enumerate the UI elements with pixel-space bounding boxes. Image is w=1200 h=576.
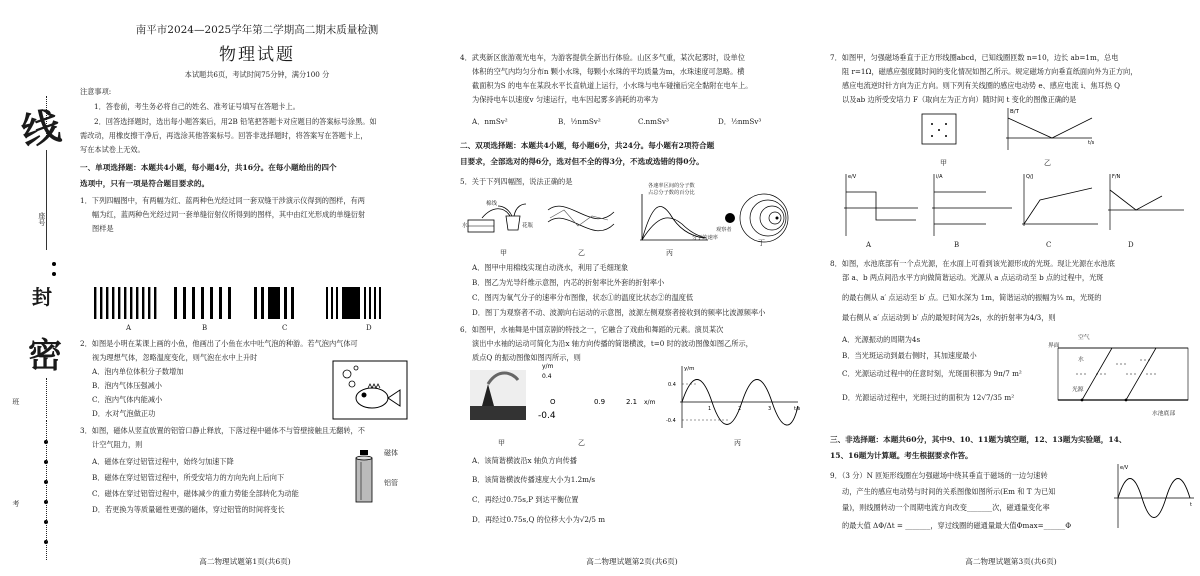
q5-label-ding: 丁 xyxy=(758,239,765,247)
q7-label-a: A xyxy=(866,241,872,249)
q8-pool-figure xyxy=(1056,334,1190,416)
exam-label: 考 xyxy=(11,500,20,507)
q7-text-4: 以及ab 边所受安培力 F（取向左为正方向）随时间 t 变化的图像正确的是 xyxy=(842,95,1077,104)
seal-char-mid: 封 xyxy=(32,285,52,309)
q2-option-b: B．泡内气体压强减小 xyxy=(92,381,162,390)
svg-text:0.4: 0.4 xyxy=(542,373,552,380)
q3-text: 3．如图，磁体从竖直放置的铝管口静止释放，下落过程中磁体不与管壁接触且无翻转，不 xyxy=(80,426,365,435)
q5-option-d: D．图丁为观察者不动、波源向右运动的示意图，波源左侧观察者接收到的频率比波源频率小 xyxy=(472,308,766,317)
svg-text:0.4: 0.4 xyxy=(668,382,676,388)
q6-label-bing: 丙 xyxy=(734,439,741,447)
q1-text-2: 幅为红，蓝两种色光经过同一套单缝衍射仪所得到的图样，其中由红光形成的单缝衍射 xyxy=(92,210,366,219)
q5-label-yi: 乙 xyxy=(578,249,585,257)
q5-fig-text-2: 水 xyxy=(462,223,468,229)
seal-char-3: 线 xyxy=(17,102,65,155)
q5-figures xyxy=(464,190,804,246)
q1-text-3: 图样是 xyxy=(92,224,114,233)
q2-fish-figure xyxy=(332,360,408,420)
section-3-heading: 三、非选择题：本题共60分，其中9、10、11题为填空题，12、13题为实验题，14、 xyxy=(830,435,1127,444)
q7-label-c: C xyxy=(1046,241,1052,249)
svg-text:e/V: e/V xyxy=(1120,465,1129,471)
page-3 xyxy=(822,0,1200,576)
q5-fig-text-3: 花瓶 xyxy=(522,223,534,229)
seal-gutter xyxy=(0,0,84,576)
q9-text-2: 动，产生的感应电动势与时间的关系图像如图所示(Em 和 T 为已知 xyxy=(842,487,1056,496)
q6-option-c: C．再经过0.75s,P 到达平衡位置 xyxy=(472,495,579,504)
q1-label-b: B xyxy=(202,324,208,332)
q4-text-4: 为保持电车以速度v 匀速运行，电车因起雾多消耗的功率为 xyxy=(472,95,659,104)
q4-text-2: 体积的空气内均匀分布n 颗小水珠，每颗小水珠的平均质量为m，水珠速度可忽略。横 xyxy=(472,67,745,76)
magnet-label: 磁体 xyxy=(384,449,398,457)
q8-fig-water: 水 xyxy=(1078,357,1084,363)
q7-figures-top xyxy=(912,104,1112,156)
section-1-heading-2: 选项中，只有一项是符合题目要求的。 xyxy=(80,179,210,188)
svg-text:2.1: 2.1 xyxy=(626,398,638,406)
notice-1: 1．答卷前，考生务必将自己的姓名、准考证号填写在答题卡上。 xyxy=(94,102,300,111)
q7-label-d: D xyxy=(1128,241,1134,249)
q3-option-d: D．若更换为等质量磁性更强的磁体，穿过铝管的时间将变长 xyxy=(92,505,285,514)
svg-text:Q/J: Q/J xyxy=(1026,174,1034,180)
q2-text-2: 视为理想气体，忽略温度变化，则气泡在水中上升时 xyxy=(92,353,258,362)
q6-option-a: A．该简谐横波沿x 轴负方向传播 xyxy=(472,456,577,465)
fringe-b xyxy=(174,287,231,319)
page-3-footer: 高二物理试题第3页(共6页) xyxy=(965,557,1057,566)
q1-label-a: A xyxy=(126,324,132,332)
q5-fig-text-4: 各速率区间的分子数 xyxy=(648,183,695,189)
q5-text: 5．关于下列四幅图，说法正确的是 xyxy=(460,177,573,186)
q1-text: 1．下列四幅图中，有两幅为红、蓝两种色光经过同一套双缝干涉演示仪得到的图样，有两 xyxy=(80,196,365,205)
q4-text-3: 截面积为S 的电车在某段水平长直轨道上运行，小水珠与电车碰撞后完全黏附在电车上。 xyxy=(472,81,753,90)
q1-label-c: C xyxy=(282,324,288,332)
q8-option-d: D．光源运动过程中，光斑扫过的面积为 12√7/35 m² xyxy=(842,393,1015,402)
q3-option-a: A．磁体在穿过铝管过程中，始终匀加速下降 xyxy=(92,457,234,466)
svg-text:y/m: y/m xyxy=(542,363,554,370)
q4-option-b: B．½nmSv² xyxy=(558,117,601,126)
fringe-a xyxy=(94,287,156,319)
q2-option-a: A．泡内单位体积分子数增加 xyxy=(92,367,184,376)
q8-fig-interface: 界面 xyxy=(1048,343,1060,349)
fringe-c xyxy=(254,287,294,319)
q5-label-bing: 丙 xyxy=(666,249,673,257)
svg-text:3: 3 xyxy=(768,406,772,412)
page-2 xyxy=(452,0,812,576)
seal-char-1: 密 xyxy=(28,336,62,376)
q8-fig-air: 空气 xyxy=(1078,335,1090,341)
svg-text:-0.4: -0.4 xyxy=(538,411,556,421)
section-3-heading-2: 15、16题为计算题。考生根据要求作答。 xyxy=(830,451,973,460)
q3-tube-figure xyxy=(352,448,382,504)
notice-title: 注意事项: xyxy=(80,87,112,96)
exam-title: 南平市2024—2025学年第二学期高二期末质量检测 xyxy=(135,24,379,36)
q8-option-b: B．当光斑运动到最右侧时，其加速度最小 xyxy=(842,351,977,360)
class-label: 班 xyxy=(11,398,20,405)
page-1-footer: 高二物理试题第1页(共6页) xyxy=(199,557,291,566)
exam-subject: 物理试题 xyxy=(219,45,295,65)
q6-option-d: D．再经过0.75s,Q 的位移大小为√2/5 m xyxy=(472,515,606,524)
q9-emf-graph xyxy=(1108,462,1196,530)
q8-text: 8．如图，水池底部有一个点光源，在水面上可看到该光源形成的光斑。现让光源在水池底 xyxy=(830,259,1115,268)
q8-fig-bottom: 水池底部 xyxy=(1152,411,1176,417)
fringe-d xyxy=(326,287,381,319)
svg-text:B/T: B/T xyxy=(1010,109,1019,115)
svg-text:e/V: e/V xyxy=(848,174,857,180)
q6-text-3: 质点Q 的振动图像如图丙所示，则 xyxy=(472,353,581,362)
exam-info: 本试题共6页，考试时间75分钟，满分100 分 xyxy=(184,70,330,79)
q8-fig-source: 光源 xyxy=(1072,387,1084,393)
tube-label: 铝管 xyxy=(384,479,398,487)
svg-text:2: 2 xyxy=(738,406,742,412)
q8-option-c: C．光源运动过程中的任意时刻，光斑面积都为 9π/7 m² xyxy=(842,369,1022,378)
q6-option-b: B．该简谐横波传播速度大小为1.2m/s xyxy=(472,475,596,484)
q7-text-3: 感应电流逆时针方向为正方向。则下列有关线圈的感应电动势 e、感应电流 i、焦耳热 Q xyxy=(842,81,1121,90)
section-2-heading-2: 目要求，全部选对的得6分，选对但不全的得3分，不选或选错的得0分。 xyxy=(460,157,704,166)
q7-label-yi: 乙 xyxy=(1044,159,1051,167)
q5-fig-text-6: 分子的速率 xyxy=(692,235,718,241)
q8-option-a: A．光源振动的周期为4s xyxy=(842,335,921,344)
q2-text: 2．如图是小明在某课上画的小鱼，他画出了小鱼在水中吐气泡的种游。若气泡内气体可 xyxy=(80,339,358,348)
q4-option-d: D．½nmSv³ xyxy=(718,117,762,126)
q5-option-c: C．图丙为氧气分子的速率分布图像，状态①的温度比状态②的温度低 xyxy=(472,293,694,302)
page-2-footer: 高二物理试题第2页(共6页) xyxy=(586,557,678,566)
q9-text-4: 的最大值 ΔΦ/Δt = _______，穿过线圈的磁通量最大值Φmax=______Φ xyxy=(842,521,1072,530)
q6-label-yi: 乙 xyxy=(578,439,585,447)
q7-text: 7．如图甲，匀强磁场垂直于正方形线圈abcd，已知线圈匝数 n=10，边长 ab=1m，总电 xyxy=(830,53,1119,62)
ticket-label: 座号 xyxy=(37,212,46,226)
svg-text:t/s: t/s xyxy=(1088,140,1095,146)
q6-label-jia: 甲 xyxy=(498,439,505,447)
q5-fig-text-5: 占总分子数的百分比 xyxy=(648,190,695,196)
section-2-heading: 二、双项选择题：本题共4小题，每小题6分，共24分。每小题有2项符合题 xyxy=(460,141,715,150)
q8-text-2: 部 a、b 两点间沿水平方向做简谐运动。光源从 a 点运动动至 b 点的过程中，光斑 xyxy=(842,273,1104,282)
q5-option-b: B．图乙为光导纤维示意图，内芯的折射率比外套的折射率小 xyxy=(472,278,665,287)
q2-option-c: C．泡内气体内能减小 xyxy=(92,395,163,404)
svg-text:i/A: i/A xyxy=(936,174,943,180)
q7-label-jia: 甲 xyxy=(940,159,947,167)
notice-2b: 需改动，用橡皮擦干净后，再选涂其他答案标号。回答非选择题时，将答案写在答题卡上， xyxy=(80,131,368,140)
svg-text:O: O xyxy=(550,398,556,406)
svg-text:t: t xyxy=(1190,502,1192,508)
q5-fig-text-7: 观察者 xyxy=(716,227,732,233)
q4-option-a: A．nmSv² xyxy=(472,117,508,126)
svg-text:t/s: t/s xyxy=(794,406,801,412)
q7-option-graphs xyxy=(836,170,1186,240)
q4-text: 4．武夷新区旅游观光电车，为游客提供全新出行体验。山区多气重，某次起雾时，设单位 xyxy=(460,53,745,62)
q4-option-c: C.nmSv³ xyxy=(638,117,669,126)
q9-text-3: 量)，则线圈转动一个周期电流方向改变_______次，磁通量变化率 xyxy=(842,503,1050,512)
section-1-heading: 一、单项选择题：本题共4小题，每小题4分，共16分。在每小题给出的四个 xyxy=(80,163,337,172)
svg-text:x/m: x/m xyxy=(644,399,656,406)
svg-text:F/N: F/N xyxy=(1112,174,1121,180)
notice-2c: 写在本试卷上无效。 xyxy=(80,145,145,154)
q5-option-a: A．图甲中用棉线实现自动浇水，利用了毛细现象 xyxy=(472,263,629,272)
q7-text-2: 阻 r=1Ω，磁感应强度随时间的变化情况如图乙所示。规定磁场方向垂直纸面向外为正方向， xyxy=(842,67,1138,76)
notice-2: 2．回答选择题时，选出每小题答案后，用2B 铅笔把答题卡对应题目的答案标号涂黑。如 xyxy=(94,117,377,126)
q6-figures xyxy=(468,362,808,436)
q5-fig-text-1: 棉线 xyxy=(486,201,498,207)
svg-text:0.9: 0.9 xyxy=(594,398,606,406)
q1-fringe-figures xyxy=(90,285,410,321)
svg-text:y/m: y/m xyxy=(684,366,695,372)
q9-text: 9．（3 分）N 匝矩形线圈在匀强磁场中绕其垂直于磁场的一边匀速转 xyxy=(830,471,1048,480)
q3-text-2: 计空气阻力，则 xyxy=(92,440,143,449)
q1-label-d: D xyxy=(366,324,372,332)
q6-text-2: 演出中水袖的运动可简化为沿x 轴方向传播的简谐横波，t=0 时的波动图像如图乙所示， xyxy=(472,339,753,348)
q3-option-c: C．磁体在穿过铝管过程中，磁体减少的重力势能全部转化为动能 xyxy=(92,489,299,498)
svg-text:1: 1 xyxy=(708,406,712,412)
q3-option-b: B．磁体在穿过铝管过程中，所受安培力的方向先向上后向下 xyxy=(92,473,285,482)
q7-label-b: B xyxy=(954,241,960,249)
q6-text: 6．如图甲，水袖舞是中国京剧的特技之一，它融合了戏曲和舞蹈的元素。演员某次 xyxy=(460,325,724,334)
q8-text-4: 最右侧从 a′ 点运动到 b′ 点的最短时间为2s，水的折射率为4/3，则 xyxy=(842,313,1056,322)
q8-text-3: 的最右侧从 a′ 点运动至 b′ 点。已知水深为 1m，简谐运动的振幅为⅕ m，光斑的 xyxy=(842,293,1102,302)
q2-option-d: D．水对气泡做正功 xyxy=(92,409,156,418)
q5-label-jia: 甲 xyxy=(500,249,507,257)
svg-text:-0.4: -0.4 xyxy=(666,418,676,424)
page-1 xyxy=(0,0,430,576)
